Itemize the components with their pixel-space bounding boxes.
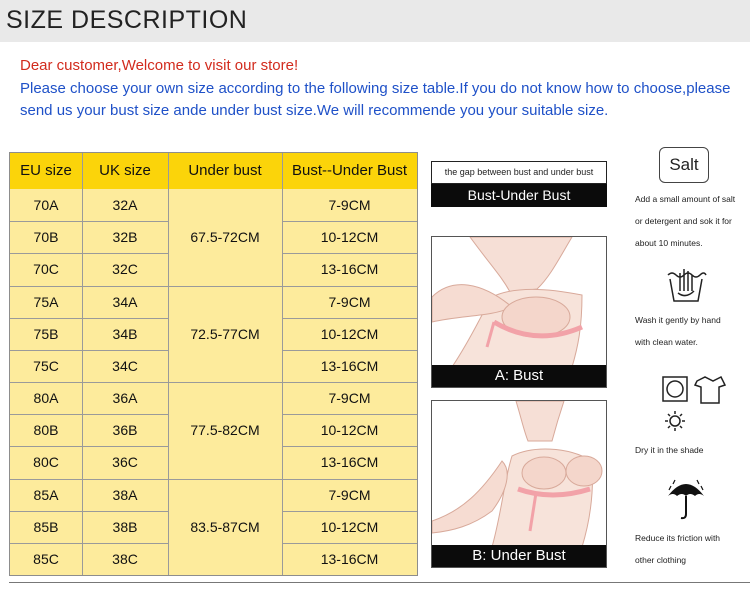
table-row-divider [10,221,168,222]
bottom-divider [9,582,750,583]
header-eu-size: EU size [20,162,72,179]
header-uk-size: UK size [99,162,151,179]
table-column-divider [168,153,169,575]
dry-in-shade-icon [661,375,727,437]
table-row-divider [10,511,168,512]
table-row-divider [282,511,417,512]
bust-measurement-illustration [432,237,607,367]
under-bust-range-cell: 67.5-72CM [190,229,260,246]
under-bust-range-cell: 72.5-77CM [190,325,260,342]
figure-under-bust [431,400,607,568]
instruction-line-1: Please choose your own size according to the following size table.If you do not know how to choose,please [20,80,731,97]
bust-difference-cell: 10-12CM [320,518,379,535]
eu-size-cell: 80C [33,454,59,471]
uk-size-cell: 36A [112,390,138,407]
under-bust-range-cell: 83.5-87CM [190,518,260,535]
table-row-divider [282,350,417,351]
uk-size-cell: 38A [112,486,138,503]
under-bust-measurement-illustration [432,401,607,547]
eu-size-cell: 70B [33,229,59,246]
table-row-divider [10,543,168,544]
table-row-divider [10,253,168,254]
table-row-divider [282,446,417,447]
table-row-divider [10,286,417,287]
care-friction-line-2: other clothing [635,555,687,565]
header-bust-difference: Bust--Under Bust [291,162,408,179]
bust-difference-cell: 10-12CM [320,325,379,342]
eu-size-cell: 75B [33,325,59,342]
eu-size-cell: 80B [33,422,59,439]
uk-size-cell: 38B [112,518,138,535]
eu-size-cell: 75C [33,357,59,374]
figure-under-bust-caption: B: Under Bust [432,545,606,567]
table-header [10,153,417,189]
table-row-divider [10,350,168,351]
care-salt-line-1: Add a small amount of salt [635,194,736,204]
table-row-divider [282,414,417,415]
header-under-bust: Under bust [188,162,262,179]
welcome-text: Dear customer,Welcome to visit our store! [20,57,299,74]
bust-difference-cell: 10-12CM [320,229,379,246]
salt-icon: Salt [659,147,709,183]
bust-difference-cell: 10-12CM [320,422,379,439]
bust-difference-cell: 7-9CM [328,197,371,214]
umbrella-icon [667,476,705,520]
uk-size-cell: 32A [112,197,138,214]
care-salt-line-2: or detergent and sok it for [635,216,732,226]
uk-size-cell: 34A [112,293,138,310]
table-row-divider [10,479,417,480]
eu-size-cell: 70A [33,197,59,214]
uk-size-cell: 34C [112,357,138,374]
table-row-divider [282,543,417,544]
bust-difference-cell: 13-16CM [320,550,379,567]
table-row-divider [10,318,168,319]
hand-wash-icon [664,263,708,305]
care-dry-text: Dry it in the shade [635,445,704,455]
bust-difference-cell: 7-9CM [328,486,371,503]
uk-size-cell: 36C [112,454,138,471]
instruction-line-2: send us your bust size ande under bust size.We will recommende you your suitable size. [20,102,609,119]
care-salt-line-3: about 10 minutes. [635,238,703,248]
eu-size-cell: 70C [33,261,59,278]
bust-difference-cell: 13-16CM [320,454,379,471]
bust-difference-cell: 7-9CM [328,293,371,310]
gap-note: the gap between bust and under bust [431,161,607,184]
eu-size-cell: 85C [33,550,59,567]
table-row-divider [282,253,417,254]
under-bust-range-cell: 77.5-82CM [190,422,260,439]
uk-size-cell: 38C [112,550,138,567]
eu-size-cell: 85A [33,486,59,503]
eu-size-cell: 80A [33,390,59,407]
bust-difference-cell: 7-9CM [328,390,371,407]
table-row-divider [282,318,417,319]
figure-bust [431,236,607,388]
care-friction-line-1: Reduce its friction with [635,533,721,543]
uk-size-cell: 32C [112,261,138,278]
uk-size-cell: 34B [112,325,138,342]
care-wash-line-1: Wash it gently by hand [635,315,721,325]
table-row-divider [10,414,168,415]
uk-size-cell: 32B [112,229,138,246]
figure-bust-caption: A: Bust [432,365,606,387]
table-row-divider [282,221,417,222]
page-title: SIZE DESCRIPTION [6,6,248,34]
header-bar [0,0,750,42]
eu-size-cell: 85B [33,518,59,535]
eu-size-cell: 75A [33,293,59,310]
size-table [9,152,418,576]
care-wash-line-2: with clean water. [635,337,698,347]
bust-difference-cell: 13-16CM [320,261,379,278]
bust-under-bust-label: Bust-Under Bust [431,184,607,207]
table-row-divider [10,382,417,383]
table-row-divider [10,446,168,447]
bust-difference-cell: 13-16CM [320,357,379,374]
uk-size-cell: 36B [112,422,138,439]
